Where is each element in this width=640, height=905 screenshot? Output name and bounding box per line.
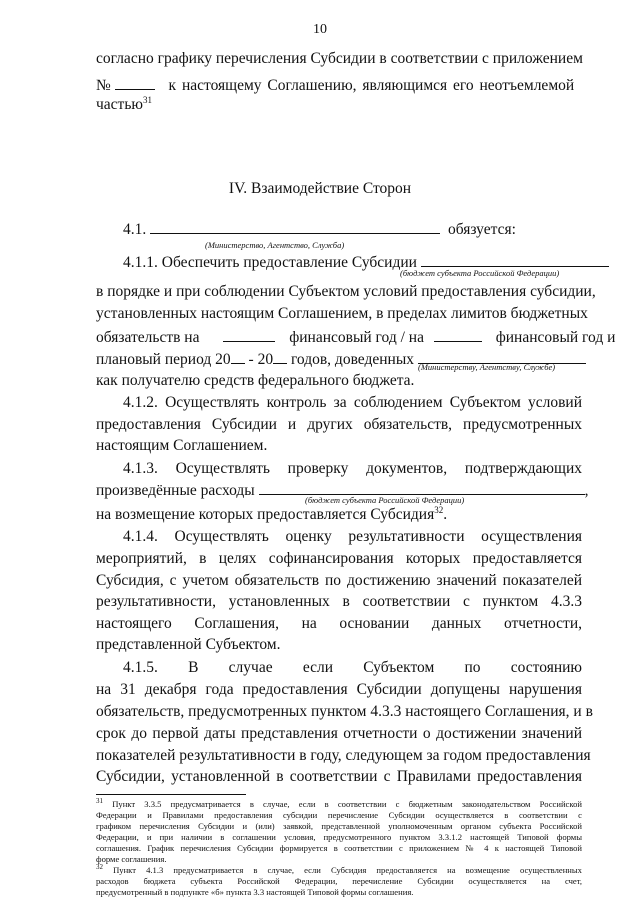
budget-label-1: (бюджет субъекта Российской Федерации): [400, 268, 560, 278]
clause-4-1-2-line-1: 4.1.2. Осуществлять контроль за соблюдением Субъектом условий: [123, 394, 582, 411]
clause-4-1-5-line-4: срок до первой даты представления отчетности о достижении значений: [96, 725, 582, 742]
l5-text-a: плановый период 20: [96, 351, 231, 368]
intro-line-2: [96, 75, 582, 95]
budget-label-2: (бюджет субъекта Российской Федерации): [305, 495, 465, 505]
year-blank-2: [273, 349, 287, 364]
footnote-31-line-6: форме соглашения.: [96, 854, 167, 864]
budget-blank-1: [421, 252, 609, 267]
clause-4-1-5-line-6: Субсидии, установленной в соответствии с Правилами предоставления: [96, 768, 582, 785]
clause-4-1-5-line-5: показателей результативности в году, следующем за годом предоставления: [96, 747, 591, 764]
l4-text-c: финансовый год и: [495, 329, 616, 346]
clause-4-1-1-line-4: [96, 327, 616, 347]
intro-line-1: согласно графику перечисления Субсидии в соответствии с приложением: [96, 50, 583, 67]
clause-4-1-4-line-1: 4.1.4. Осуществлять оценку результативности осуществления: [123, 528, 582, 545]
clause-4-1-5-line-2: на 31 декабря года предоставления Субсидии допущены нарушения: [96, 681, 582, 698]
clause-4-1-tail: обязуется:: [448, 221, 516, 238]
l5-text-c: годов, доведенных: [290, 351, 414, 368]
footnote-32-line-2: расходов бюджета субъекта Российской Федерации, перечисление Субсидии осуществляется на счет,: [96, 876, 582, 886]
footnote-32-line-1: [96, 865, 582, 877]
footnote-31-line-4: Федерации, и при наличии в соглашении условия, предусмотренного пунктом 3.3.1.2 настоящей Типовой формы: [96, 832, 582, 842]
clause-4-1-5-line-1: 4.1.5. В случае если Субъектом по состоянию: [123, 659, 582, 676]
clause-4-1-1-line-2: в порядке и при соблюдении Субъектом условий предоставления субсидии,: [96, 283, 596, 300]
appendix-number-blank: [115, 75, 155, 90]
clause-4-1-4-line-2: мероприятий, в целях софинансирования которых предоставляется: [96, 550, 582, 567]
footnote-ref-31: 31: [142, 94, 152, 105]
footnote-32-text-1: Пункт 4.1.3 предусматривается в случае, если Субсидия предоставляется на возмещение осуществленных: [113, 865, 582, 875]
l5-text-b: - 20: [248, 351, 274, 368]
footnote-31-marker: 31: [96, 797, 103, 806]
clause-4-1-4-line-4: результативности, установленных в соответствии с пунктом 4.3.3: [96, 593, 582, 610]
page-number: 10: [313, 22, 327, 37]
l3-period: .: [443, 506, 448, 523]
footnote-31-line-1: [96, 799, 582, 811]
budget-blank-2: [259, 480, 585, 495]
clause-4-1-5-line-3: обязательств, предусмотренных пунктом 4.3.3 настоящего Соглашения, и в: [96, 703, 593, 720]
l4-text-b: финансовый год / на: [289, 329, 424, 346]
section-title: IV. Взаимодействие Сторон: [228, 180, 412, 197]
clause-4-1-num: 4.1.: [123, 221, 147, 238]
clause-4-1-2-line-3: настоящим Соглашением.: [96, 437, 268, 454]
intro-line-3-text: частью: [96, 96, 143, 113]
intro-line-3: [96, 96, 582, 114]
footnote-32-marker: 32: [96, 863, 103, 872]
footnote-32-line-3: предусмотренный в подпункте «б» пункта 3.3 настоящей Типовой формы соглашения.: [96, 887, 414, 897]
clause-4-1-1-head-text: 4.1.1. Обеспечить предоставление Субсидии: [123, 254, 417, 271]
intro-line-2-text: к настоящему Соглашению, являющимся его неотъемлемой: [168, 77, 575, 94]
year-blank-1: [231, 349, 245, 364]
clause-4-1-4-line-3: Субсидия, с учетом обязательств по достижению значений показателей: [96, 572, 582, 589]
ministry-label: (Министерство, Агентство, Служба): [205, 240, 345, 250]
footnote-ref-32: 32: [434, 504, 444, 515]
l3-text: на возмещение которых предоставляется Субсидия: [96, 506, 435, 523]
clause-4-1-4-line-6: представленной Субъектом.: [96, 636, 281, 653]
footnote-31-line-2: Федерации и Правилами предоставления субсидии перечисление Субсидии осуществляется в соответствии с: [96, 810, 582, 820]
clause-4-1-1-line-3: установленных настоящим Соглашением, в пределах лимитов бюджетных: [96, 305, 588, 322]
clause-4-1-2-line-2: предоставления Субсидии и других обязательств, предусмотренных: [96, 416, 582, 433]
ministry-label-2: (Министерству, Агентству, Службе): [418, 362, 556, 372]
fin-year-blank-2: [434, 327, 482, 342]
clause-4-1-3-line-1: 4.1.3. Осуществлять проверку документов, подтверждающих: [123, 460, 582, 477]
clause-4-1-1-line-6: как получателю средств федерального бюджета.: [96, 372, 415, 389]
l2-comma: ,: [584, 482, 589, 499]
fin-year-blank: [223, 327, 275, 342]
ministry-blank: [150, 219, 440, 234]
footnote-31-text-1: Пункт 3.3.5 предусматривается в случае, если в соответствии с бюджетным законодательством Российской: [112, 799, 582, 809]
clause-4-1-4-line-5: настоящего Соглашения, на основании данных отчетности,: [96, 615, 582, 632]
footnote-31-line-3: графиком перечисления Субсидии и (или) заявкой, представленной уполномоченным органом субъекта Российской: [96, 821, 582, 831]
clause-4-1: [123, 219, 523, 239]
l2-text: произведённые расходы: [96, 482, 255, 499]
l4-text-a: обязательств на: [96, 329, 200, 346]
footnote-separator: [96, 794, 246, 795]
number-sign: №: [96, 77, 111, 94]
footnote-31-line-5: соглашения. График перечисления Субсидии формируется в соответствии с приложением № 4 к настоящей Типовой: [96, 843, 582, 853]
clause-4-1-3-line-3: [96, 506, 582, 524]
